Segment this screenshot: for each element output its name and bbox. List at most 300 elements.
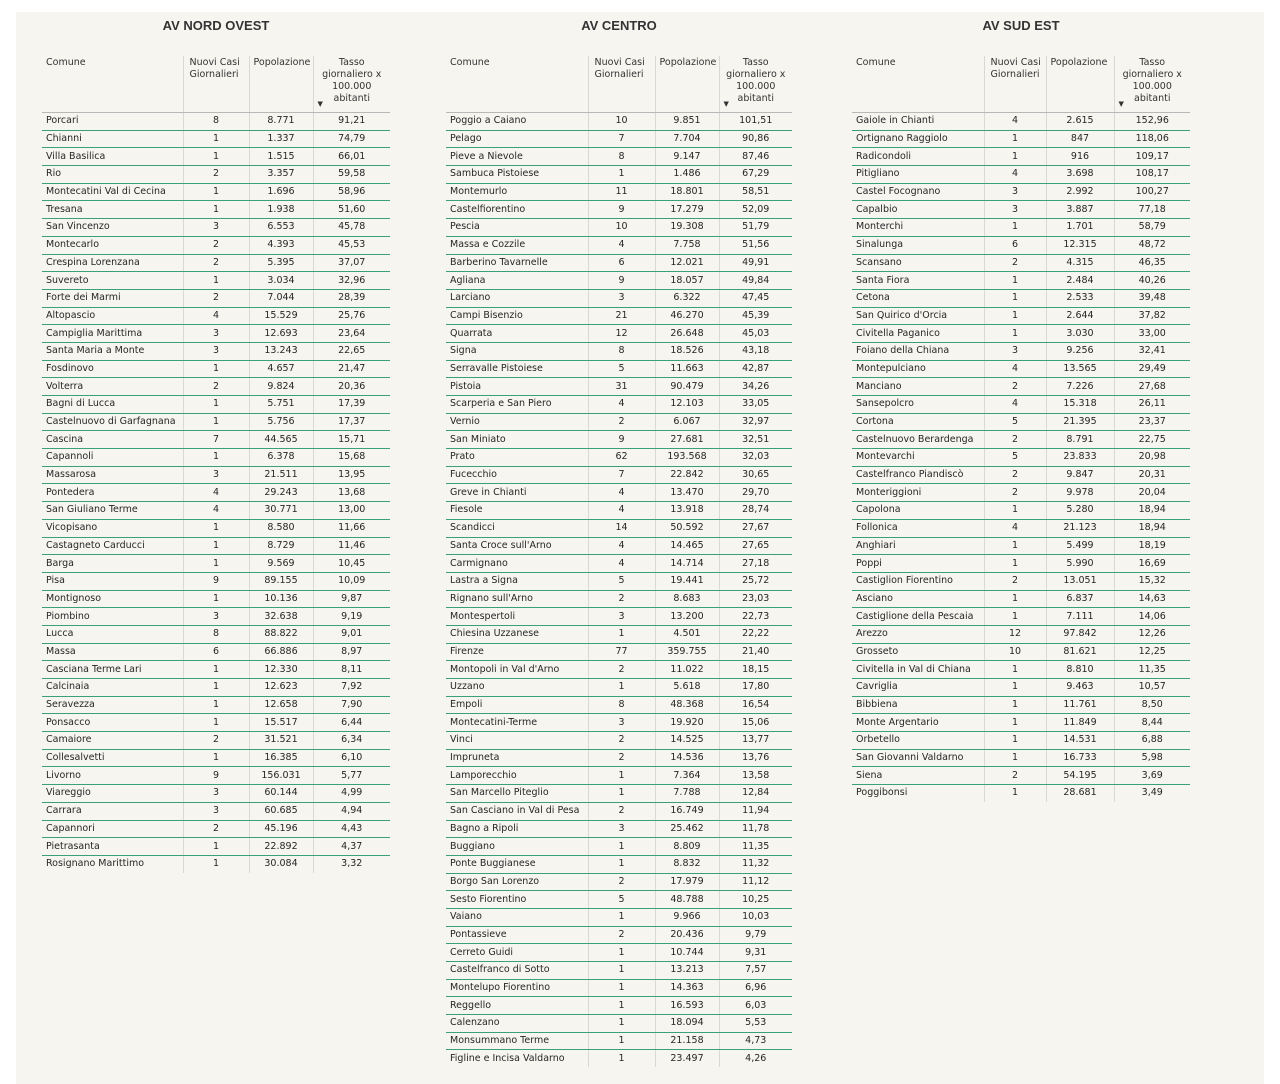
table-row[interactable] (852, 466, 1190, 484)
cell-rate: 4,37 (313, 838, 390, 856)
cell-cases: 6 (588, 254, 655, 272)
table-row[interactable] (852, 625, 1190, 643)
cell-cases: 1 (183, 360, 249, 378)
cell-cases: 3 (183, 608, 249, 626)
table-row[interactable] (852, 148, 1190, 166)
cell-comune: Siena (852, 767, 984, 785)
cell-rate: 17,80 (719, 679, 792, 697)
cell-population: 30.084 (249, 855, 313, 872)
table-row[interactable] (852, 113, 1190, 131)
table-row[interactable] (446, 130, 792, 148)
column-header-population[interactable]: Popolazione (249, 56, 313, 113)
cell-rate: 58,79 (1114, 219, 1190, 237)
cell-cases: 1 (588, 1032, 655, 1050)
cell-cases: 8 (588, 696, 655, 714)
cell-comune: Fiesole (446, 502, 588, 520)
cell-population: 6.837 (1046, 590, 1114, 608)
cell-rate: 43,18 (719, 342, 792, 360)
table-row[interactable] (446, 219, 792, 237)
table-row[interactable] (42, 696, 390, 714)
table-row[interactable] (852, 378, 1190, 396)
cell-comune: Castelfranco di Sotto (446, 962, 588, 980)
cell-population: 12.623 (249, 679, 313, 697)
table-row[interactable] (42, 643, 390, 661)
cell-population: 32.638 (249, 608, 313, 626)
table-row[interactable] (446, 325, 792, 343)
table-row[interactable] (446, 820, 792, 838)
cell-comune: San Miniato (446, 431, 588, 449)
cell-comune: San Giovanni Valdarno (852, 749, 984, 767)
column-header-cases[interactable]: Nuovi Casi Giornalieri (984, 56, 1046, 113)
table-row[interactable] (852, 307, 1190, 325)
table-row[interactable] (42, 802, 390, 820)
table-row[interactable] (42, 396, 390, 414)
table-row[interactable] (852, 519, 1190, 537)
table-row[interactable] (42, 555, 390, 573)
cell-cases: 2 (183, 236, 249, 254)
table-row[interactable] (42, 342, 390, 360)
cell-cases: 1 (984, 608, 1046, 626)
table-row[interactable] (446, 643, 792, 661)
table-row[interactable] (446, 236, 792, 254)
table-row[interactable] (852, 714, 1190, 732)
cell-rate: 51,60 (313, 201, 390, 219)
cell-rate: 11,12 (719, 873, 792, 891)
table-row[interactable] (446, 466, 792, 484)
table-row[interactable] (852, 449, 1190, 467)
column-header-population[interactable]: Popolazione (1046, 56, 1114, 113)
cell-population: 3.887 (1046, 201, 1114, 219)
table-row[interactable] (446, 625, 792, 643)
table-row[interactable] (446, 502, 792, 520)
table-row[interactable] (42, 661, 390, 679)
column-header-rate[interactable] (719, 56, 792, 113)
cell-comune: Bibbiena (852, 696, 984, 714)
cell-rate: 27,68 (1114, 378, 1190, 396)
sort-desc-icon[interactable]: ▼ (317, 100, 323, 108)
cell-comune: Pisa (42, 572, 183, 590)
table-row[interactable] (852, 590, 1190, 608)
table-row[interactable] (42, 183, 390, 201)
table-row[interactable] (42, 272, 390, 290)
table-row[interactable] (852, 785, 1190, 802)
table-row[interactable] (446, 378, 792, 396)
cell-rate: 52,09 (719, 201, 792, 219)
cell-rate: 8,97 (313, 643, 390, 661)
table-row[interactable] (446, 396, 792, 414)
table-row[interactable] (852, 413, 1190, 431)
cell-population: 3.698 (1046, 166, 1114, 184)
table-row[interactable] (42, 148, 390, 166)
table-row[interactable] (446, 855, 792, 873)
report-page (16, 12, 1264, 1084)
table-row[interactable] (42, 289, 390, 307)
cell-rate: 25,76 (313, 307, 390, 325)
table-row[interactable] (446, 519, 792, 537)
table-row[interactable] (42, 413, 390, 431)
cell-cases: 10 (588, 219, 655, 237)
cell-population: 14.714 (655, 555, 719, 573)
cell-comune: Santa Croce sull'Arno (446, 537, 588, 555)
table-row[interactable] (446, 431, 792, 449)
cell-population: 6.067 (655, 413, 719, 431)
cell-population: 14.465 (655, 537, 719, 555)
cell-population: 5.990 (1046, 555, 1114, 573)
table-row[interactable] (852, 696, 1190, 714)
cell-rate: 10,45 (313, 555, 390, 573)
cell-cases: 3 (984, 183, 1046, 201)
table-row[interactable] (446, 590, 792, 608)
cell-cases: 5 (984, 449, 1046, 467)
cell-rate: 58,51 (719, 183, 792, 201)
cell-comune: Casciana Terme Lari (42, 661, 183, 679)
table-row[interactable] (446, 1015, 792, 1033)
table-row[interactable] (852, 732, 1190, 750)
cell-population: 14.525 (655, 732, 719, 750)
table-row[interactable] (852, 254, 1190, 272)
table-row[interactable] (446, 838, 792, 856)
table-row[interactable] (42, 201, 390, 219)
cell-cases: 2 (588, 732, 655, 750)
cell-comune: Capolona (852, 502, 984, 520)
table-row[interactable] (446, 360, 792, 378)
cell-comune: Uzzano (446, 679, 588, 697)
cell-cases: 4 (588, 236, 655, 254)
cell-population: 18.526 (655, 342, 719, 360)
table-row[interactable] (42, 838, 390, 856)
table-row[interactable] (42, 254, 390, 272)
table-row[interactable] (446, 413, 792, 431)
table-row[interactable] (852, 396, 1190, 414)
cell-comune: Bagno a Ripoli (446, 820, 588, 838)
table-row[interactable] (42, 749, 390, 767)
cell-comune: San Marcello Piteglio (446, 785, 588, 803)
table-row[interactable] (852, 537, 1190, 555)
cell-cases: 1 (183, 537, 249, 555)
cell-rate: 22,65 (313, 342, 390, 360)
table-row[interactable] (446, 307, 792, 325)
cell-comune: Piombino (42, 608, 183, 626)
column-header-comune[interactable]: Comune (446, 56, 588, 113)
cell-comune: Montemurlo (446, 183, 588, 201)
cell-comune: Reggello (446, 997, 588, 1015)
table-row[interactable] (852, 749, 1190, 767)
table-row[interactable] (852, 130, 1190, 148)
cell-cases: 1 (588, 679, 655, 697)
cell-population: 17.979 (655, 873, 719, 891)
table-row[interactable] (446, 661, 792, 679)
table-row[interactable] (42, 236, 390, 254)
table-row[interactable] (446, 572, 792, 590)
table-row[interactable] (446, 679, 792, 697)
table-row[interactable] (42, 608, 390, 626)
cell-comune: Vicopisano (42, 519, 183, 537)
cell-comune: Capalbio (852, 201, 984, 219)
table-row[interactable] (446, 873, 792, 891)
table-row[interactable] (42, 820, 390, 838)
table-row[interactable] (852, 360, 1190, 378)
table-row[interactable] (446, 289, 792, 307)
table-row[interactable] (446, 537, 792, 555)
table-row[interactable] (852, 201, 1190, 219)
table-row[interactable] (42, 431, 390, 449)
table-row[interactable] (42, 785, 390, 803)
cell-population: 5.499 (1046, 537, 1114, 555)
cell-rate: 59,58 (313, 166, 390, 184)
cell-population: 3.034 (249, 272, 313, 290)
cell-rate: 3,32 (341, 858, 363, 870)
table-row[interactable] (446, 962, 792, 980)
table-row[interactable] (852, 325, 1190, 343)
table-row[interactable] (446, 183, 792, 201)
table-row[interactable] (42, 714, 390, 732)
cell-comune: Orbetello (852, 732, 984, 750)
cell-comune: Pitigliano (852, 166, 984, 184)
table-row[interactable] (446, 997, 792, 1015)
table-row[interactable] (446, 113, 792, 131)
cell-rate: 40,26 (1114, 272, 1190, 290)
table-row[interactable] (446, 608, 792, 626)
cell-rate: 16,69 (1114, 555, 1190, 573)
table-row[interactable] (446, 1032, 792, 1050)
cell-comune: Serravalle Pistoiese (446, 360, 588, 378)
table-row[interactable] (42, 519, 390, 537)
table-row[interactable] (446, 201, 792, 219)
table-row[interactable] (852, 555, 1190, 573)
cell-rate: 20,36 (313, 378, 390, 396)
cell-population: 3.030 (1046, 325, 1114, 343)
table-row[interactable] (852, 767, 1190, 785)
cell-rate: 9,79 (719, 926, 792, 944)
cell-rate: 4,94 (313, 802, 390, 820)
table-row[interactable] (42, 166, 390, 184)
table-row[interactable] (42, 855, 390, 872)
cell-cases: 12 (588, 325, 655, 343)
table-row[interactable] (42, 767, 390, 785)
column-header-rate[interactable] (1114, 56, 1190, 113)
table-row[interactable] (852, 572, 1190, 590)
cell-cases: 1 (588, 997, 655, 1015)
table-row[interactable] (446, 979, 792, 997)
cell-comune: Santa Maria a Monte (42, 342, 183, 360)
table-row[interactable] (852, 661, 1190, 679)
cell-rate: 4,43 (313, 820, 390, 838)
cell-rate: 7,92 (313, 679, 390, 697)
cell-rate: 11,35 (1114, 661, 1190, 679)
table-row[interactable] (446, 484, 792, 502)
table-row[interactable] (446, 696, 792, 714)
table-row[interactable] (446, 767, 792, 785)
table-row[interactable] (852, 166, 1190, 184)
cell-cases: 1 (984, 272, 1046, 290)
table-row[interactable] (852, 289, 1190, 307)
table-row[interactable] (42, 590, 390, 608)
cell-rate: 33,05 (719, 396, 792, 414)
cell-population: 8.832 (655, 855, 719, 873)
cell-population: 1.515 (249, 148, 313, 166)
cell-population: 3.357 (249, 166, 313, 184)
cell-comune: Sinalunga (852, 236, 984, 254)
cell-population: 8.809 (655, 838, 719, 856)
table-row[interactable] (42, 378, 390, 396)
cell-cases: 1 (588, 908, 655, 926)
cell-comune: Carrara (42, 802, 183, 820)
column-header-comune[interactable]: Comune (42, 56, 183, 113)
table-row[interactable] (42, 307, 390, 325)
cell-population: 5.756 (249, 413, 313, 431)
table-row[interactable] (852, 643, 1190, 661)
cell-comune: San Casciano in Val di Pesa (446, 802, 588, 820)
table-row[interactable] (446, 272, 792, 290)
table-row[interactable] (852, 502, 1190, 520)
table-row[interactable] (42, 732, 390, 750)
table-row[interactable] (446, 555, 792, 573)
table-row[interactable] (852, 484, 1190, 502)
cell-comune: Montecatini-Terme (446, 714, 588, 732)
cell-rate: 14,06 (1114, 608, 1190, 626)
table-row[interactable] (446, 891, 792, 909)
table-row[interactable] (42, 502, 390, 520)
table-row[interactable] (446, 802, 792, 820)
cell-rate: 6,44 (313, 714, 390, 732)
cell-rate: 21,47 (313, 360, 390, 378)
cell-cases: 2 (984, 767, 1046, 785)
cell-population: 8.810 (1046, 661, 1114, 679)
cell-cases: 4 (984, 360, 1046, 378)
cell-population: 9.463 (1046, 679, 1114, 697)
cell-comune: Montelupo Fiorentino (446, 979, 588, 997)
cell-comune: Camaiore (42, 732, 183, 750)
table-row[interactable] (446, 166, 792, 184)
cell-rate: 20,98 (1114, 449, 1190, 467)
sort-desc-icon[interactable]: ▼ (1118, 100, 1124, 108)
cell-cases: 3 (183, 219, 249, 237)
table-row[interactable] (42, 625, 390, 643)
cell-cases: 1 (984, 714, 1046, 732)
column-header-cases[interactable]: Nuovi Casi Giornalieri (183, 56, 249, 113)
table-row[interactable] (446, 254, 792, 272)
cell-comune: Arezzo (852, 625, 984, 643)
cell-rate: 74,79 (313, 130, 390, 148)
cell-population: 8.771 (249, 113, 313, 131)
table-row[interactable] (446, 926, 792, 944)
cell-rate: 20,04 (1114, 484, 1190, 502)
cell-population: 12.330 (249, 661, 313, 679)
cell-population: 22.892 (249, 838, 313, 856)
cell-comune: Foiano della Chiana (852, 342, 984, 360)
cell-comune: Prato (446, 449, 588, 467)
cell-population: 13.243 (249, 342, 313, 360)
table-row[interactable] (42, 360, 390, 378)
table-row[interactable] (42, 484, 390, 502)
cell-comune: Castel Focognano (852, 183, 984, 201)
cell-comune: Civitella in Val di Chiana (852, 661, 984, 679)
table-row[interactable] (42, 572, 390, 590)
table-row[interactable] (852, 342, 1190, 360)
table-row[interactable] (446, 342, 792, 360)
column-header-cases[interactable]: Nuovi Casi Giornalieri (588, 56, 655, 113)
cell-population: 7.788 (655, 785, 719, 803)
cell-cases: 4 (588, 555, 655, 573)
table-row[interactable] (42, 679, 390, 697)
table-row[interactable] (42, 113, 390, 131)
cell-rate: 13,58 (719, 767, 792, 785)
cell-rate: 66,01 (313, 148, 390, 166)
cell-comune: Massa (42, 643, 183, 661)
table-row[interactable] (42, 325, 390, 343)
cell-rate: 21,40 (719, 643, 792, 661)
cell-comune: Poggibonsi (852, 785, 984, 802)
table-row[interactable] (446, 944, 792, 962)
cell-rate: 23,37 (1114, 413, 1190, 431)
table-row[interactable] (852, 236, 1190, 254)
cell-cases: 3 (984, 342, 1046, 360)
cell-rate: 32,96 (313, 272, 390, 290)
cell-cases: 3 (183, 325, 249, 343)
column-header-population[interactable]: Popolazione (655, 56, 719, 113)
cell-comune: Pistoia (446, 378, 588, 396)
cell-population: 23.833 (1046, 449, 1114, 467)
cell-population: 16.733 (1046, 749, 1114, 767)
table-row[interactable] (852, 431, 1190, 449)
column-header-rate[interactable] (313, 56, 390, 113)
table-body (42, 113, 390, 873)
table-row[interactable] (42, 449, 390, 467)
cell-rate: 152,96 (1114, 113, 1190, 131)
table-row[interactable] (852, 679, 1190, 697)
table-row[interactable] (446, 785, 792, 803)
cell-comune: Ponsacco (42, 714, 183, 732)
table-row[interactable] (446, 449, 792, 467)
sort-desc-icon[interactable]: ▼ (723, 100, 729, 108)
table-row[interactable] (446, 732, 792, 750)
table-row[interactable] (42, 130, 390, 148)
cell-rate: 13,77 (719, 732, 792, 750)
table-row[interactable] (446, 714, 792, 732)
table-row[interactable] (852, 183, 1190, 201)
cell-population: 13.200 (655, 608, 719, 626)
cell-comune: Scandicci (446, 519, 588, 537)
cell-population: 6.553 (249, 219, 313, 237)
table-row[interactable] (446, 148, 792, 166)
cell-cases: 1 (183, 661, 249, 679)
column-header-comune[interactable]: Comune (852, 56, 984, 113)
cell-comune: Sambuca Pistoiese (446, 166, 588, 184)
table-row[interactable] (852, 272, 1190, 290)
table-row[interactable] (852, 219, 1190, 237)
cell-rate: 51,56 (719, 236, 792, 254)
cell-population: 359.755 (655, 643, 719, 661)
table-row[interactable] (42, 537, 390, 555)
cell-comune: Cascina (42, 431, 183, 449)
cell-comune: Scarperia e San Piero (446, 396, 588, 414)
cell-rate: 17,39 (313, 396, 390, 414)
cell-comune: Barga (42, 555, 183, 573)
table-row[interactable] (42, 466, 390, 484)
cell-cases: 1 (588, 1015, 655, 1033)
table-row[interactable] (42, 219, 390, 237)
cell-cases: 2 (588, 873, 655, 891)
cell-cases: 2 (984, 378, 1046, 396)
cell-comune: Monsummano Terme (446, 1032, 588, 1050)
cell-rate: 17,37 (313, 413, 390, 431)
cell-rate: 15,32 (1114, 572, 1190, 590)
cell-comune: Castelnuovo di Garfagnana (42, 413, 183, 431)
table-row[interactable] (446, 908, 792, 926)
table-row[interactable] (852, 608, 1190, 626)
table-row[interactable] (446, 1050, 792, 1067)
table-row[interactable] (446, 749, 792, 767)
